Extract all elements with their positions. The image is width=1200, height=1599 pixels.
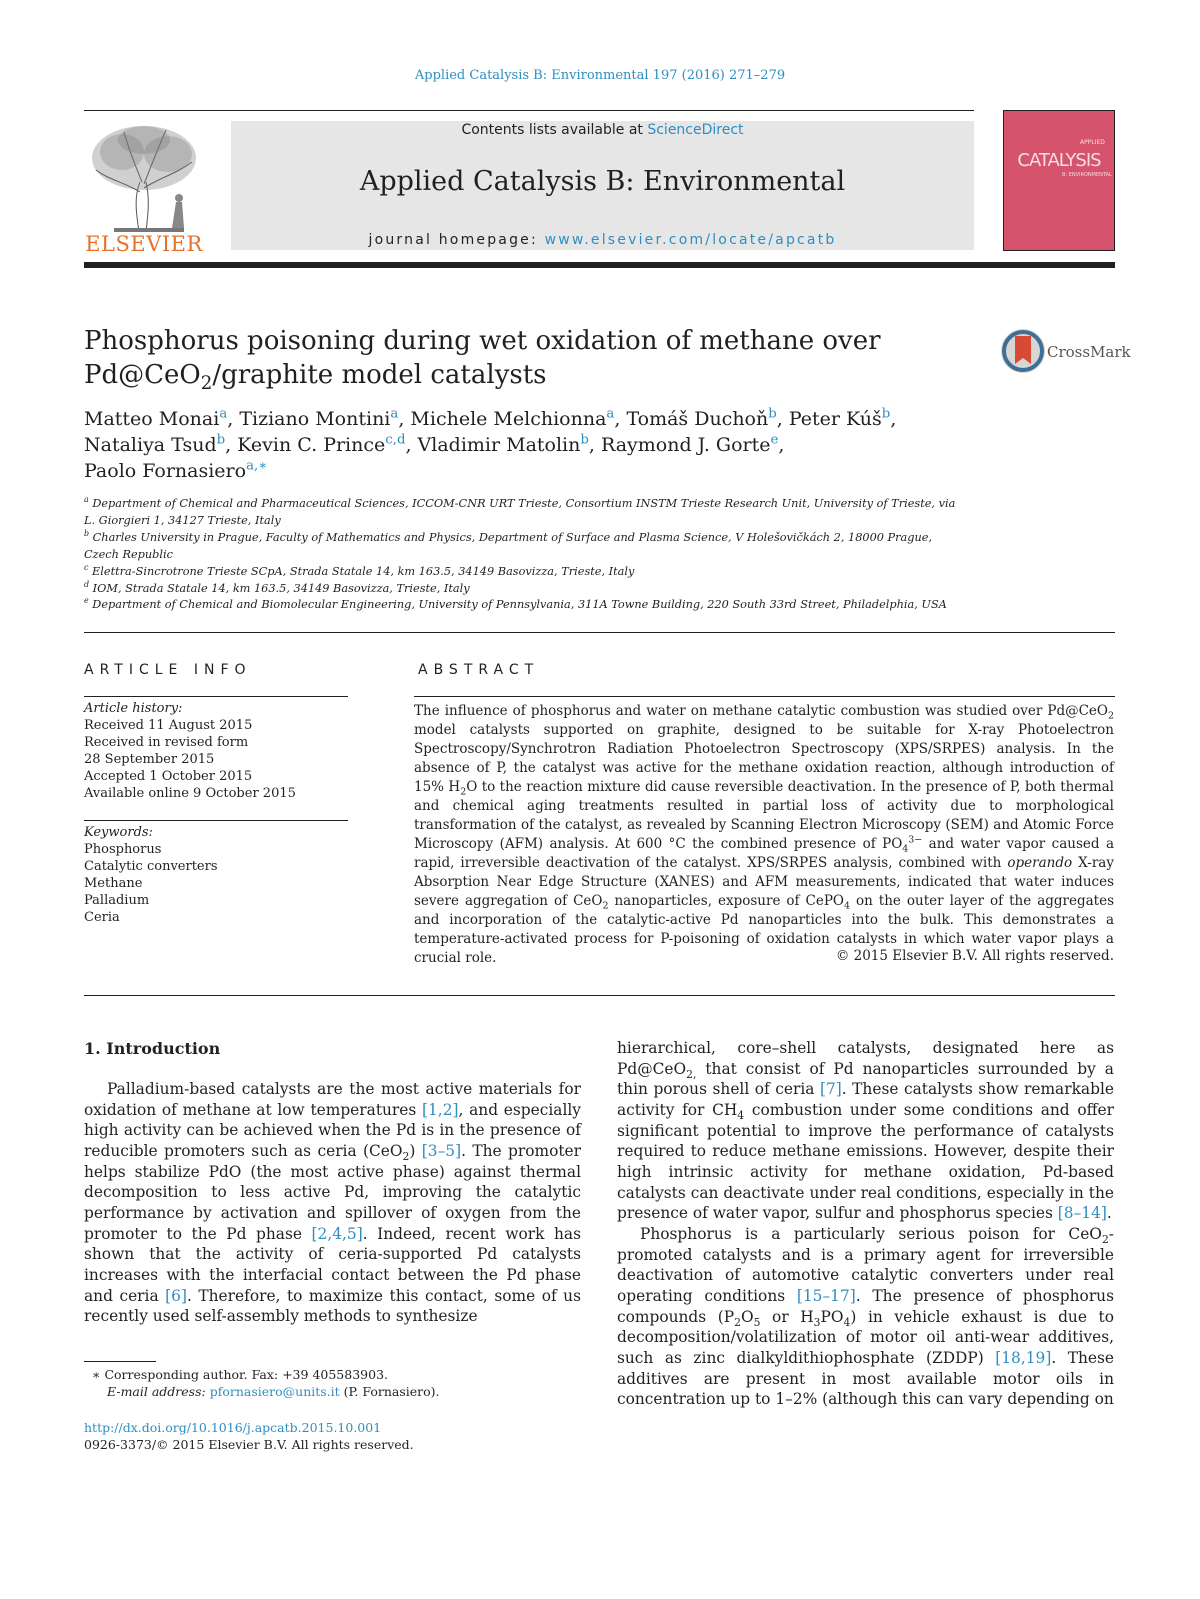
- journal-citation[interactable]: Applied Catalysis B: Environmental 197 (2016) 271–279: [414, 68, 786, 83]
- email-link[interactable]: pfornasiero@units.it: [209, 1384, 340, 1399]
- keyword: Methane: [84, 876, 143, 891]
- history-item: Received 11 August 2015: [84, 718, 253, 733]
- affiliation: $^c$ Elettra-Sincrotrone Trieste SCpA, Strada Statale 14, km 163.5, 34149 Basovizza, Trieste, Italy: [84, 562, 635, 578]
- footnote-line: ∗ Corresponding author. Fax: +39 405583903.: [92, 1367, 388, 1382]
- affiliation: $^a$ Department of Chemical and Pharmaceutical Sciences, ICCOM-CNR URT Trieste, Consortium INSTM Trieste Research Unit, University of Trieste, via L. Giorgieri 1, 34127 Trieste, Italy: [84, 495, 956, 527]
- author[interactable]: Tiziano Montini$^a$,: [239, 406, 411, 430]
- journal-homepage: [231, 232, 974, 248]
- reference-link[interactable]: [6]: [165, 1286, 187, 1305]
- author[interactable]: Tomáš Duchoň$^b$,: [626, 406, 789, 430]
- article-info-heading: ARTICLE INFO: [84, 662, 252, 678]
- email-suffix: (P. Fornasiero).: [339, 1384, 440, 1399]
- section-rule: [84, 995, 1115, 996]
- reference-link[interactable]: [15–17]: [796, 1286, 856, 1305]
- author[interactable]: Kevin C. Prince$^{c,d}$,: [237, 432, 418, 456]
- cover-applied-text: APPLIED: [1080, 139, 1105, 146]
- author[interactable]: Raymond J. Gorte$^e$,: [600, 432, 785, 456]
- abstract-heading: ABSTRACT: [418, 662, 540, 678]
- header-rule: [84, 110, 974, 111]
- abstract-text: The influence of phosphorus and water on methane catalytic combustion was studied over Pd@CeO$_2$ model catalysts supported on graphite, designed to be suitable for X-ray Photoelectron Spectroscopy/Synchrotron Radiation Photoelectron Spectroscopy (XPS/SRPES) analysis. In the absence of P, the catalyst was active for the methane oxidation reaction, although introduction of 15% $H_2O$ to the reaction mixture did cause reversible deactivation. In the presence of P, both thermal and chemical aging treatments resulted in partial loss of activity due to morphological transformation of the catalyst, as revealed by Scanning Electron Microscopy (SEM) and Atomic Force Microscopy (AFM) analysis. At 600 °C the combined presence of $PO_4^{3-}$ and water vapor caused a rapid, irreversible deactivation of the catalyst. XPS/SRPES analysis, combined with operando X-ray Absorption Near Edge Structure (XANES) and AFM measurements, indicated that water induces severe aggregation of CeO$_2$ nanoparticles, exposure of CePO$_4$ on the outer layer of the aggregates and incorporation of the catalytic-active Pd nanoparticles into the bulk. This demonstrates a temperature-activated process for P-poisoning of oxidation catalysts in which water vapor plays a crucial role.: [414, 703, 1115, 966]
- crossmark-icon[interactable]: [1000, 328, 1046, 374]
- title-line-1: Phosphorus poisoning during wet oxidation of methane over: [84, 326, 881, 356]
- article-info-rule: [84, 696, 348, 697]
- reference-link[interactable]: [8–14]: [1057, 1204, 1107, 1223]
- article-history: [84, 700, 348, 802]
- author[interactable]: Vladimir Matolin$^b$,: [417, 432, 601, 456]
- doi-link[interactable]: http://dx.doi.org/10.1016/j.apcatb.2015.10.001: [84, 1420, 382, 1435]
- author[interactable]: Nataliya Tsud$^b$,: [84, 432, 238, 456]
- journal-cover-thumbnail[interactable]: [1003, 110, 1115, 251]
- cover-subtitle: B: ENVIRONMENTAL: [1062, 172, 1112, 178]
- history-item: Accepted 1 October 2015: [84, 769, 253, 784]
- reference-link[interactable]: [3–5]: [421, 1141, 462, 1160]
- abstract-rule: [414, 696, 1115, 697]
- contents-line: [231, 122, 974, 138]
- author-list: [84, 406, 1084, 484]
- intro-left-column: Palladium-based catalysts are the most active materials for oxidation of methane at low temperatures [1,2], and especially high activity can be achieved when the Pd is in the presence of reducible promoters such as ceria (CeO$_2$) [3–5]. The promoter helps stabilize PdO (the most active phase) against thermal decomposition to less active Pd, improving the catalytic performance by activation and spillover of oxygen from the promoter to the Pd phase [2,4,5]. Indeed, recent work has shown that the activity of ceria-supported Pd catalysts increases with the interfacial contact between the Pd phase and ceria [6]. Therefore, to maximize this contact, some of us recently used self-assembly methods to synthesize: [84, 1080, 582, 1326]
- history-item: Received in revised form: [84, 735, 249, 750]
- keyword: Phosphorus: [84, 842, 162, 857]
- author[interactable]: Paolo Fornasiero$^{a,∗}$: [84, 458, 268, 482]
- cover-title: CATALYSIS: [1017, 150, 1101, 171]
- section-heading-introduction: 1. Introduction: [84, 1039, 221, 1058]
- keyword: Catalytic converters: [84, 859, 218, 874]
- homepage-prefix: journal homepage:: [368, 232, 545, 248]
- affiliation: $^b$ Charles University in Prague, Faculty of Mathematics and Physics, Department of Surface and Plasma Science, V Holešovičkách 2, 18000 Prague, Czech Republic: [84, 529, 933, 561]
- keyword: Ceria: [84, 910, 120, 925]
- paragraph: hierarchical, core–shell catalysts, designated here as Pd@CeO$_{2,}$ that consist of Pd nanoparticles surrounded by a thin porous shell of ceria [7]. These catalysts show remarkable activity for $CH_4$ combustion under some conditions and offer significant potential to improve the performance of catalysts required to reduce methane emissions. However, despite their high intrinsic activity for methane oxidation, Pd-based catalysts can deactivate under real conditions, especially in the presence of water vapor, sulfur and phosphorus species [8–14].: [617, 1039, 1115, 1223]
- sciencedirect-link[interactable]: ScienceDirect: [647, 122, 744, 138]
- journal-name: Applied Catalysis B: Environmental: [359, 166, 846, 197]
- footnote-rule: [84, 1361, 156, 1362]
- keywords-label: Keywords:: [84, 825, 153, 840]
- contents-prefix: Contents lists available at: [461, 122, 648, 138]
- history-item: 28 September 2015: [84, 752, 215, 767]
- reference-link[interactable]: [2,4,5]: [311, 1224, 363, 1243]
- affiliation-list: [84, 496, 964, 614]
- header-thick-rule: [84, 262, 1115, 268]
- footnote-email-line: [84, 1383, 581, 1400]
- affiliation: $^e$ Department of Chemical and Biomolecular Engineering, University of Pennsylvania, 311A Towne Building, 220 South 33rd Street, Philadelphia, USA: [84, 596, 947, 612]
- history-item: Available online 9 October 2015: [84, 786, 296, 801]
- affiliation: $^d$ IOM, Strada Statale 14, km 163.5, 34149 Basovizza, Trieste, Italy: [84, 579, 470, 595]
- keyword: Palladium: [84, 893, 150, 908]
- copyright-notice: © 2015 Elsevier B.V. All rights reserved.: [835, 948, 1114, 964]
- email-label: E-mail address:: [107, 1384, 210, 1399]
- article-title: [84, 324, 944, 395]
- title-line-2-post: /graphite model catalysts: [212, 360, 547, 390]
- title-line-2-pre: Pd@CeO: [84, 360, 201, 390]
- history-label: Article history:: [84, 701, 183, 716]
- author[interactable]: Michele Melchionna$^a$,: [410, 406, 627, 430]
- homepage-link[interactable]: www.elsevier.com/locate/apcatb: [544, 232, 837, 248]
- issn-line: 0926-3373/© 2015 Elsevier B.V. All rights reserved.: [84, 1437, 414, 1452]
- doi-block: [84, 1419, 581, 1453]
- keywords-rule: [84, 820, 348, 821]
- corresponding-author-footnote: [84, 1366, 581, 1400]
- author[interactable]: Matteo Monai$^a$,: [84, 406, 240, 430]
- reference-link[interactable]: [1,2]: [422, 1100, 459, 1119]
- elsevier-wordmark: ELSEVIER: [85, 232, 203, 256]
- reference-link[interactable]: [7]: [819, 1080, 842, 1099]
- intro-right-column: [617, 1038, 1114, 1410]
- keywords: [84, 824, 348, 926]
- author[interactable]: Peter Kúš$^b$,: [788, 406, 897, 430]
- crossmark-label[interactable]: CrossMark: [1047, 343, 1131, 361]
- title-subscript: 2: [200, 373, 213, 395]
- reference-link[interactable]: [18,19]: [995, 1348, 1052, 1367]
- paragraph: Phosphorus is a particularly serious poison for CeO$_2$-promoted catalysts and is a primary agent for irreversible deactivation of automotive catalytic converters under real operating conditions [15–17]. The presence of phosphorus compounds ($P_2O_5$ or $H_3PO_4$) in vehicle exhaust is due to decomposition/volatilization of motor oil anti-wear additives, such as zinc dialkyldithiophosphate (ZDDP) [18,19]. These additives are present in most available motor oils in concentration up to 1–2% (although this can vary depending on: [617, 1224, 1115, 1409]
- section-rule: [84, 632, 1115, 633]
